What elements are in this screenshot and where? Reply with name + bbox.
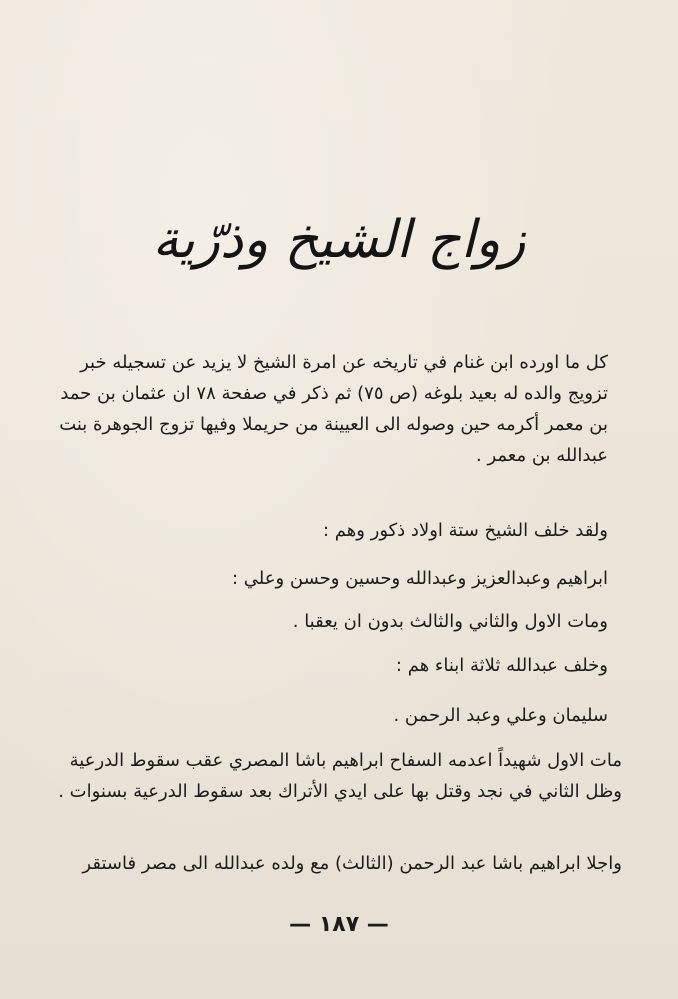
paragraph-2-line: مات الاول شهيداً اعدمه السفاح ابراهيم باشا المصري عقب سقوط الدرعية bbox=[69, 750, 622, 771]
paragraph-1-line: كل ما اورده ابن غنام في تاريخه عن امرة الشيخ لا يزيد عن تسجيله خبر bbox=[80, 352, 608, 373]
paragraph-1-line: بن معمر أكرمه حين وصوله الى العيينة من حريملا وفيها تزوج الجوهرة بنت bbox=[59, 414, 608, 435]
sons-names-line: ابراهيم وعبدالعزيز وعبدالله وحسين وحسن وعلي : bbox=[232, 568, 608, 589]
grandsons-names-line: سليمان وعلي وعبد الرحمن . bbox=[393, 705, 608, 726]
paragraph-2 bbox=[56, 745, 622, 807]
paragraph-1-line: عبدالله بن معمر . bbox=[476, 445, 608, 466]
chapter-title: زواج الشيخ وذرّية bbox=[152, 210, 526, 270]
paragraph-1 bbox=[59, 347, 608, 471]
sons-death-line: ومات الاول والثاني والثالث بدون ان يعقبا . bbox=[292, 611, 608, 632]
page-number: — ١٨٧ — bbox=[289, 912, 389, 937]
sons-intro-line: ولقد خلف الشيخ ستة اولاد ذكور وهم : bbox=[322, 520, 608, 541]
grandsons-intro-line: وخلف عبدالله ثلاثة ابناء هم : bbox=[395, 655, 608, 676]
paragraph-2-line: وظل الثاني في نجد وقتل بها على ايدي الأتراك بعد سقوط الدرعية بسنوات . bbox=[58, 781, 622, 802]
final-line: واجلا ابراهيم باشا عبد الرحمن (الثالث) مع ولده عبدالله الى مصر فاستقر bbox=[82, 853, 622, 874]
paragraph-1-line: تزويج والده له بعيد بلوغه (ص ٧٥) ثم ذكر في صفحة ٧٨ ان عثمان بن حمد bbox=[60, 383, 608, 404]
